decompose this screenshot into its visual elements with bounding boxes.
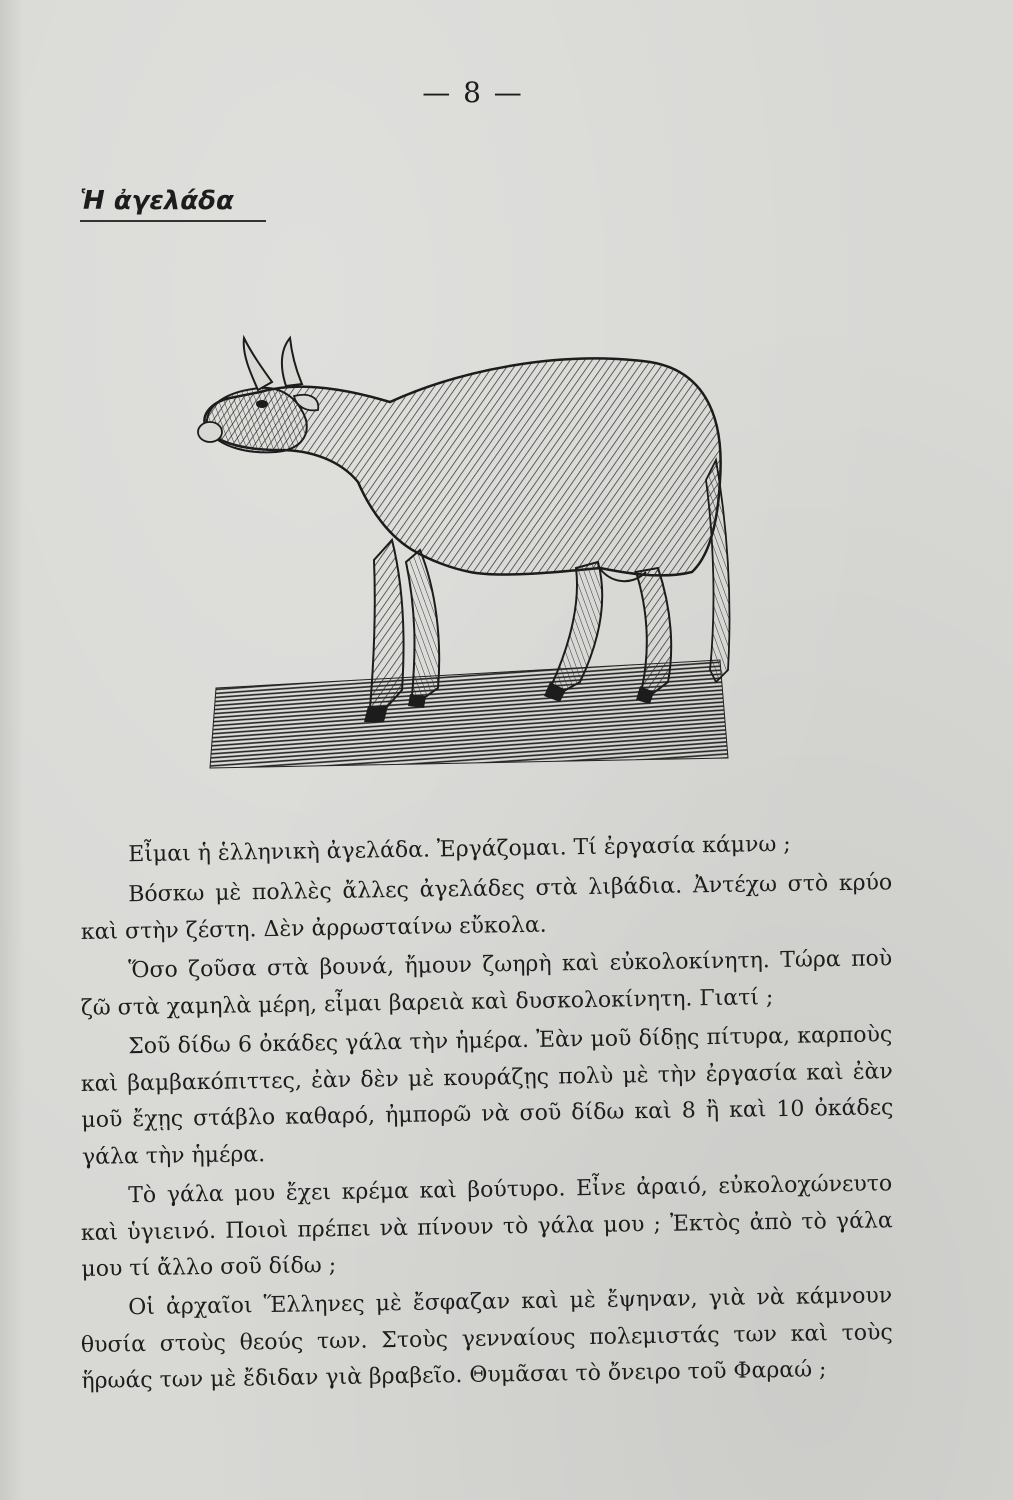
cow-horn-left <box>244 338 272 390</box>
cow-hoof <box>408 694 426 708</box>
body-text <box>80 831 894 1401</box>
cow-horn-right <box>282 338 302 386</box>
paragraph: Σοῦ δίδω 6 ὀκάδες γάλα τὴν ἡμέρα. Ἐὰν μοῦ δίδῃς πίτυρα, καρποὺς καὶ βαμβακόπιττες, ἐὰν δὲν μὲ κουράζῃς πολὺ μὲ τὴν ἐργασία καὶ ἐὰν μοῦ ἔχῃς στάβλο καθαρό, ἠμπορῶ νὰ σοῦ δίδω καὶ 8 ἢ καὶ 10 ὀκάδες γάλα τὴν ἡμέρα. <box>80 1021 894 1169</box>
cow-muzzle <box>198 422 222 442</box>
cow-head <box>207 388 307 453</box>
cow-illustration <box>180 310 740 780</box>
paragraph: Τὸ γάλα μου ἔχει κρέμα καὶ βούτυρο. Εἶνε ἀραιό, εὐκολοχώνευτο καὶ ὑγιεινό. Ποιοὶ πρέπει νὰ πίνουν τὸ γάλα μου ; Ἐκτὸς ἀπὸ τὸ γάλα μου τί ἄλλο σοῦ δίδω ; <box>80 1170 893 1282</box>
paragraph: Οἱ ἀρχαῖοι Ἕλληνες μὲ ἔσφαζαν καὶ μὲ ἔψηναν, γιὰ νὰ κάμνουν θυσία στοὺς θεούς των. Στοὺς γενναίους πολεμιστάς των καὶ τοὺς ἥρωάς των μὲ ἔδιδαν γιὰ βραβεῖο. Θυμᾶσαι τὸ ὄνειρο τοῦ Φαραώ ; <box>80 1283 893 1394</box>
paragraph: Εἶμαι ἡ ἑλληνικὴ ἀγελάδα. Ἐργάζομαι. Τί ἐργασία κάμνω ; <box>128 831 791 868</box>
page-number: — 8 — <box>422 76 524 109</box>
cow-tail <box>706 460 730 682</box>
cow-eye <box>256 400 268 408</box>
page-edge-shadow <box>0 0 24 1500</box>
paragraph: Ὅσο ζοῦσα στὰ βουνά, ἤμουν ζωηρὴ καὶ εὐκολοκίνητη. Τώρα ποὺ ζῶ στὰ χαμηλὰ μέρη, εἶμαι βαρειὰ καὶ δυσκολοκίνητη. Γιατί ; <box>80 945 893 1020</box>
cow-front-leg-right <box>406 550 439 698</box>
cow-front-leg-left <box>370 540 404 708</box>
cow-hoof <box>364 706 388 722</box>
paragraph: Βόσκω μὲ πολλὲς ἄλλες ἀγελάδες στὰ λιβάδια. Ἀντέχω στὸ κρύο καὶ στὴν ζέστη. Δὲν ἀρρωσταίνω εὔκολα. <box>80 869 893 944</box>
chapter-heading: Ἡ ἀγελάδα <box>80 186 266 222</box>
